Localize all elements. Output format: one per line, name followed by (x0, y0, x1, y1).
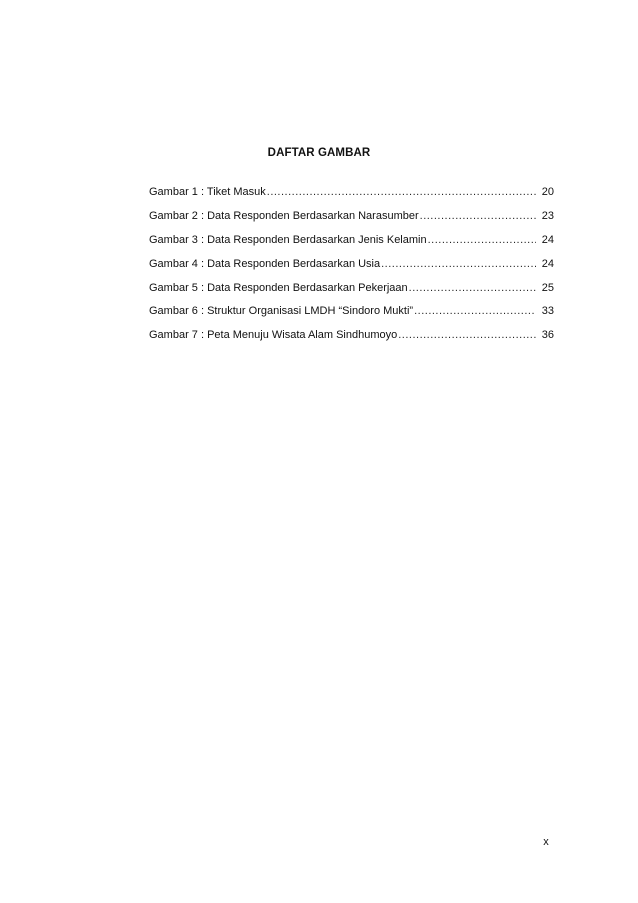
figure-page-number: 36 (541, 329, 554, 342)
dot-leader (414, 304, 536, 318)
dot-leader (409, 281, 536, 295)
figure-page-number: 20 (541, 186, 554, 198)
dot-leader (428, 233, 536, 247)
figure-label: Gambar 3 : Data Responden Berdasarkan Jenis Kelamin (149, 233, 427, 246)
figure-page-number: 25 (541, 281, 554, 294)
list-item (149, 304, 554, 328)
figure-label: Gambar 7 : Peta Menuju Wisata Alam Sindhumoyo (149, 329, 398, 342)
figure-page-number: 24 (541, 233, 554, 246)
dot-leader (381, 257, 536, 271)
figure-list (149, 185, 554, 352)
list-item (149, 328, 554, 352)
page-title: DAFTAR GAMBAR (267, 147, 371, 159)
list-item (149, 257, 554, 281)
list-item (149, 185, 554, 209)
dot-leader (267, 185, 536, 199)
figure-label: Gambar 6 : Struktur Organisasi LMDH “Sindoro Mukti” (149, 305, 414, 318)
figure-page-number: 23 (541, 209, 554, 222)
list-item (149, 281, 554, 305)
figure-page-number: 33 (541, 305, 554, 318)
dot-leader (420, 209, 536, 223)
dot-leader (398, 328, 536, 342)
figure-label: Gambar 4 : Data Responden Berdasarkan Usia (149, 257, 381, 270)
figure-label: Gambar 5 : Data Responden Berdasarkan Pekerjaan (149, 281, 408, 294)
list-item (149, 209, 554, 233)
figure-label: Gambar 2 : Data Responden Berdasarkan Narasumber (149, 209, 419, 222)
figure-page-number: 24 (541, 257, 554, 270)
figure-label: Gambar 1 : Tiket Masuk (149, 186, 266, 198)
page-number: x (543, 836, 549, 848)
list-item (149, 233, 554, 257)
